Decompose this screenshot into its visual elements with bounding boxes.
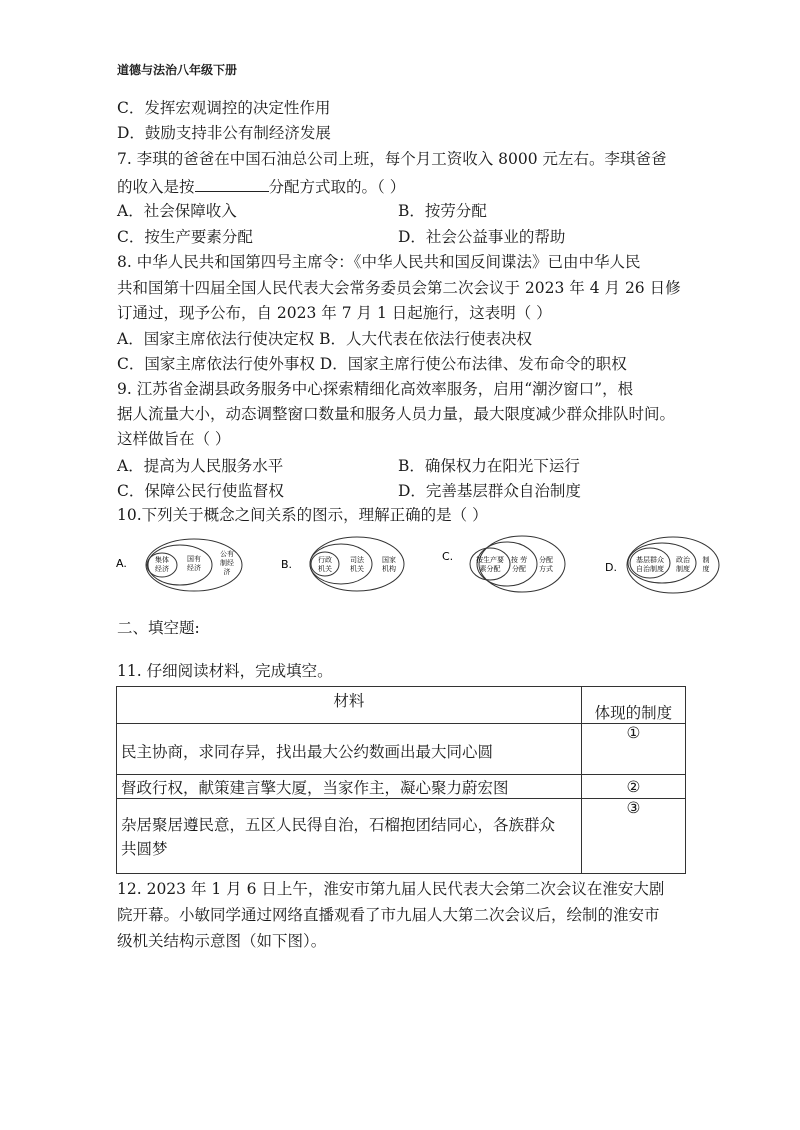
q9-option-c: C．保障公民行使监督权 [117,482,284,500]
diagram-a [112,534,247,600]
question-7-text-pre: 的收入是按 [117,178,195,196]
q8-options-ab: A．国家主席依法行使决定权 B．人大代表在依法行使表决权 [117,330,533,348]
diagram-b-mid-1: 司法 [350,556,364,564]
question-9-line1: 9. 江苏省金湖县政务服务中心探索精细化高效率服务，启用“潮汐窗口”，根 [117,380,634,398]
diagram-d [603,533,723,601]
question-12-line1: 12. 2023 年 1 月 6 日上午，淮安市第九届人民代表大会第二次会议在淮安大剧 [117,880,665,898]
row-3-material [117,799,582,874]
q9-option-b: B．确保权力在阳光下运行 [398,457,580,475]
q7-option-d: D．社会公益事业的帮助 [398,228,566,246]
question-9-line3: 这样做旨在（ ） [117,430,231,448]
diagram-b [278,533,408,599]
question-12-line2: 院开幕。小敏同学通过网络直播观看了市九届人大第二次会议后，绘制的淮安市 [117,906,660,924]
diagram-b-outer-1: 国家 [382,556,396,564]
diagram-a-mid-1: 国有 [187,555,201,563]
diagram-b-inner-2: 机关 [318,565,332,573]
table-row [117,799,686,874]
question-8-line2: 共和国第十四届全国人民代表大会常务委员会第二次会议于 2023 年 4 月 26 日修 [117,279,681,297]
question-12-line3: 级机关结构示意图（如下图）。 [117,932,327,950]
q7-option-a: A．社会保障收入 [117,202,237,220]
diagram-d-mid-1: 政治 [676,556,690,564]
diagram-c-letter: C. [442,550,454,563]
row-2-mark: ② [581,775,685,799]
diagram-a-inner-1: 集体 [155,556,169,564]
question-11: 11. 仔细阅读材料，完成填空。 [117,662,333,680]
row-1-mark: ① [581,724,685,775]
diagram-a-outer-3: 济 [223,568,231,576]
option-c-prev: C．发挥宏观调控的决定性作用 [117,99,331,117]
diagram-c-mid-1: 按 劳 [510,556,528,564]
diagram-b-mid-2: 机关 [350,565,364,573]
q9-option-a: A．提高为人民服务水平 [117,457,284,475]
row-2-material: 督政行权，献策建言擎大厦，当家作主，凝心聚力蔚宏图 [117,775,582,799]
section-2-heading: 二、填空题: [117,619,200,637]
diagram-a-outer-1: 公有 [220,550,234,558]
diagram-d-inner-1: 基层群众 [636,556,664,564]
table-header-row [117,687,686,724]
material-table [116,686,686,874]
diagram-b-outer-2: 机构 [382,565,396,573]
diagram-c-inner-1: 按生产要 [476,556,504,564]
question-7-line1: 7. 李琪的爸爸在中国石油总公司上班，每个月工资收入 8000 元左右。李琪爸爸 [117,150,667,168]
diagram-a-letter: A. [116,557,127,570]
question-10: 10.下列关于概念之间关系的图示，理解正确的是（ ） [117,506,488,524]
row-3-material-line1: 杂居聚居遵民意，五区人民得自治，石榴抱团结同心，各族群众 [121,816,556,834]
diagram-b-letter: B. [281,558,293,571]
option-d-prev: D．鼓励支持非公有制经济发展 [117,124,331,142]
diagram-c [440,532,570,600]
diagram-d-outer-1: 制 [702,556,710,564]
q7-option-b: B．按劳分配 [398,202,487,220]
question-7-text-post: 分配方式取的。（ ） [268,178,406,196]
header-system: 体现的制度 [581,687,685,724]
q7-option-c: C．按生产要素分配 [117,228,253,246]
diagram-c-mid-2: 分配 [512,565,526,573]
diagram-c-outer-2: 方式 [539,565,553,573]
row-1-material: 民主协商，求同存异，找出最大公约数画出最大同心圆 [117,724,582,775]
row-3-material-line2: 共圆梦 [121,840,168,858]
answer-blank [195,178,269,192]
diagram-d-mid-2: 制度 [676,565,690,573]
diagram-c-inner-2: 素分配 [479,565,501,573]
diagram-d-outer-2: 度 [702,565,710,573]
question-8-line1: 8. 中华人民共和国第四号主席令：《中华人民共和国反间谍法》已由中华人民 [117,253,641,271]
table-row [117,724,686,775]
header-material: 材料 [117,687,582,724]
question-9-line2: 据人流量大小，动态调整窗口数量和服务人员力量，最大限度减少群众排队时间。 [117,405,676,423]
question-8-line3: 订通过，现予公布，自 2023 年 7 月 1 日起施行，这表明（ ） [117,304,552,322]
diagram-d-inner-2: 自治制度 [636,565,664,573]
question-7-line2 [117,178,405,196]
diagram-a-inner-2: 经济 [155,565,169,573]
q9-option-d: D．完善基层群众自治制度 [398,482,581,500]
diagram-c-outer-1: 分配 [539,556,553,564]
book-header: 道德与法治八年级下册 [117,63,238,77]
diagram-a-mid-2: 经济 [187,564,201,572]
q8-options-cd: C．国家主席依法行使外事权 D．国家主席行使公布法律、发布命令的职权 [117,355,627,373]
row-3-mark: ③ [581,799,685,874]
table-row [117,775,686,799]
diagram-b-inner-1: 行政 [318,556,332,564]
diagram-a-outer-2: 制经 [220,559,234,567]
diagram-d-letter: D. [605,561,617,574]
